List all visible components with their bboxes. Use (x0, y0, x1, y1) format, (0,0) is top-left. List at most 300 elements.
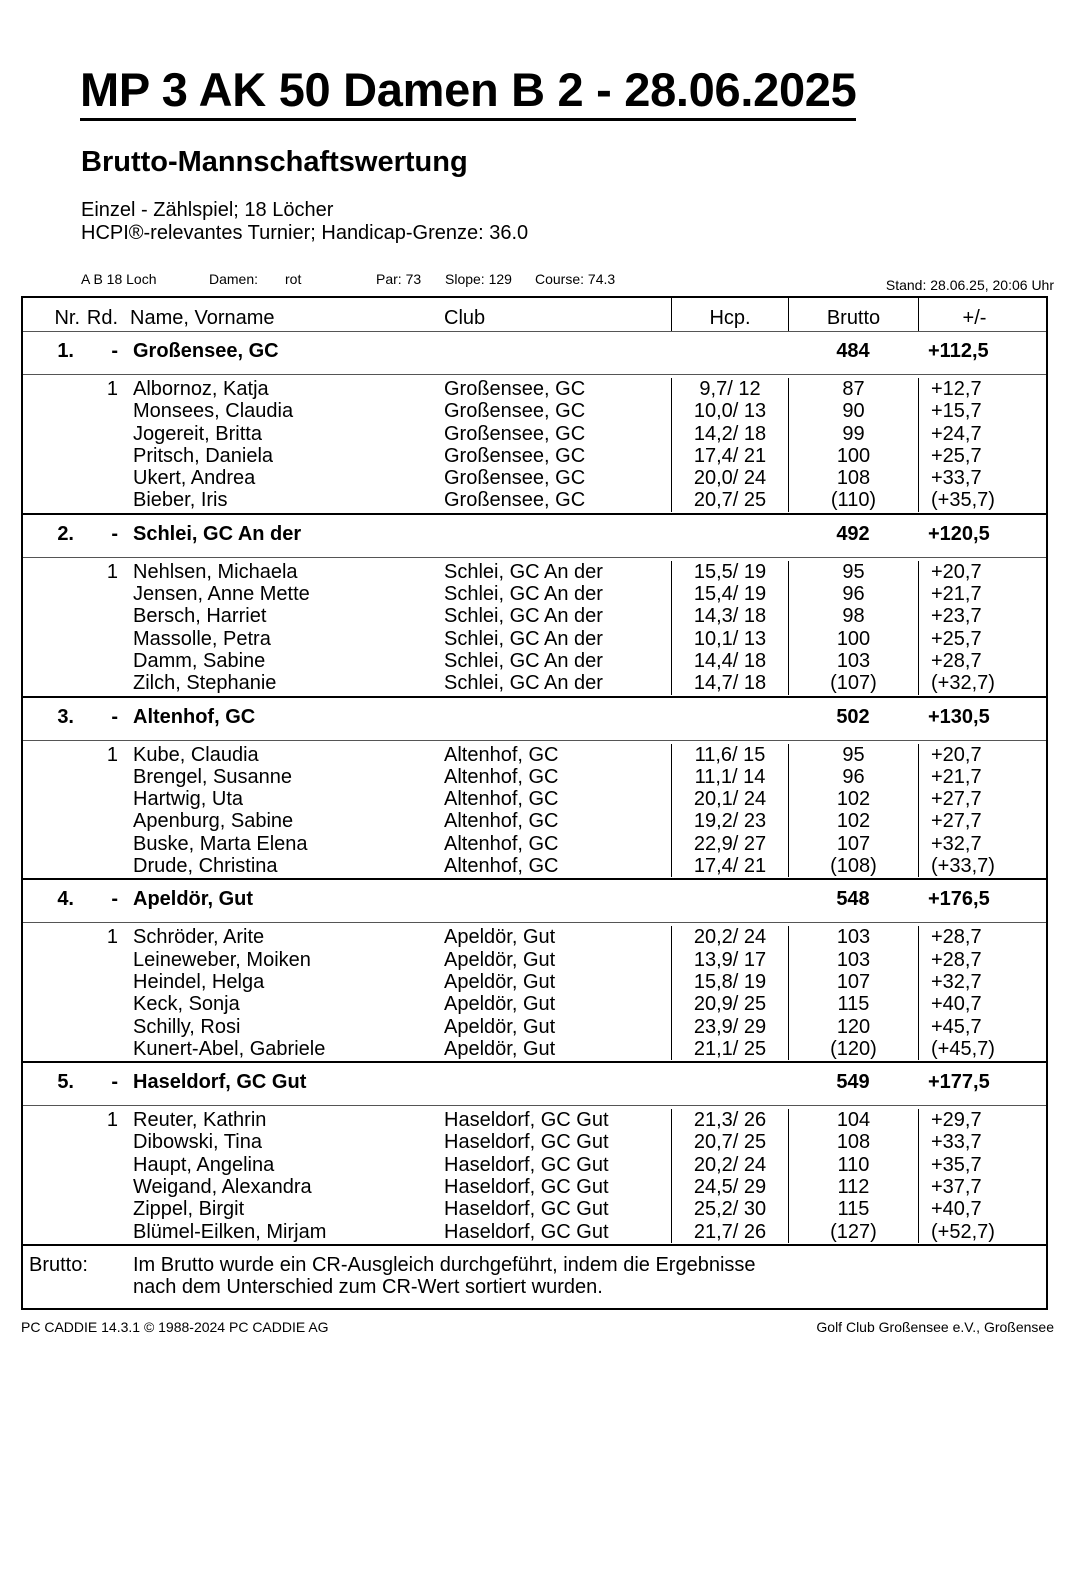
player-diff: +32,7 (918, 971, 1046, 993)
player-rd: 1 (106, 926, 118, 949)
player-diff: +40,7 (918, 1198, 1046, 1220)
player-diff: +28,7 (918, 650, 1046, 672)
team-club-empty (440, 515, 671, 557)
player-brutto: 95 (788, 561, 918, 583)
player-row (23, 467, 1046, 489)
player-name: Apenburg, Sabine (133, 810, 294, 833)
player-brutto: 107 (788, 833, 918, 855)
player-brutto: 112 (788, 1176, 918, 1198)
player-row (23, 833, 1046, 855)
player-rd (80, 445, 128, 467)
player-brutto: 108 (788, 467, 918, 489)
player-nr-empty (23, 1221, 80, 1243)
player-club: Altenhof, GC (444, 855, 559, 878)
player-club: Apeldör, Gut (444, 970, 556, 993)
note-line: nach dem Unterschied zum CR-Wert sortiert wurden. (133, 1275, 603, 1298)
player-club: Haseldorf, GC Gut (444, 1153, 609, 1176)
player-brutto: 102 (788, 788, 918, 810)
player-group (23, 923, 1046, 1063)
team-brutto: 492 (836, 522, 870, 545)
player-club: Haseldorf, GC Gut (444, 1176, 609, 1199)
player-nr-empty (23, 583, 80, 605)
player-brutto: 95 (788, 744, 918, 766)
player-hcp: 17,4/ 21 (671, 445, 788, 467)
tournament-description (81, 199, 528, 245)
team-diff: +177,5 (928, 1071, 990, 1094)
team-club-empty (440, 880, 671, 922)
team-diff: +130,5 (928, 705, 990, 728)
tee-label: Damen: (209, 271, 259, 287)
player-diff: +24,7 (918, 423, 1046, 445)
col-diff: +/- (918, 298, 1046, 331)
player-diff: (+45,7) (918, 1038, 1046, 1060)
player-brutto: 90 (788, 400, 918, 422)
player-club: Altenhof, GC (444, 810, 559, 833)
player-name: Keck, Sonja (133, 993, 240, 1016)
player-diff: +23,7 (918, 605, 1046, 627)
player-diff: (+32,7) (918, 672, 1046, 694)
player-row (23, 926, 1046, 948)
player-hcp: 22,9/ 27 (671, 833, 788, 855)
team-brutto: 548 (836, 888, 870, 911)
player-rd (80, 1016, 128, 1038)
player-rd (80, 1221, 128, 1243)
player-diff: +33,7 (918, 467, 1046, 489)
player-nr-empty (23, 489, 80, 511)
player-diff: (+35,7) (918, 489, 1046, 511)
player-hcp: 10,0/ 13 (671, 400, 788, 422)
player-group (23, 1106, 1046, 1246)
player-diff: +37,7 (918, 1176, 1046, 1198)
player-row (23, 378, 1046, 400)
player-row (23, 744, 1046, 766)
player-club: Haseldorf, GC Gut (444, 1131, 609, 1154)
team-rd: - (111, 340, 118, 362)
player-brutto: 96 (788, 766, 918, 788)
player-nr-empty (23, 810, 80, 832)
player-nr-empty (23, 1154, 80, 1176)
course-rating: Course: 74.3 (535, 271, 616, 287)
col-rd: Rd. (86, 307, 118, 329)
team-rank: 4. (57, 888, 74, 911)
player-row (23, 628, 1046, 650)
player-name: Blümel-Eilken, Mirjam (133, 1220, 327, 1243)
player-nr-empty (23, 926, 80, 948)
player-rd (80, 672, 128, 694)
col-brutto: Brutto (788, 298, 918, 331)
player-group (23, 741, 1046, 881)
player-row (23, 400, 1046, 422)
player-brutto: (127) (788, 1221, 918, 1243)
player-club: Großensee, GC (444, 489, 586, 512)
player-rd: 1 (106, 378, 118, 400)
team-club-empty (440, 1063, 671, 1105)
player-name: Kube, Claudia (133, 743, 259, 766)
player-rd (80, 1176, 128, 1198)
player-rd (80, 855, 128, 877)
team-rd: - (111, 705, 118, 728)
player-diff: +20,7 (918, 744, 1046, 766)
player-rd: 1 (106, 1109, 118, 1132)
player-hcp: 15,5/ 19 (671, 561, 788, 583)
player-diff: (+33,7) (918, 855, 1046, 877)
player-hcp: 24,5/ 29 (671, 1176, 788, 1198)
stand-timestamp: Stand: 28.06.25, 20:06 Uhr (885, 277, 1054, 293)
player-diff: +15,7 (918, 400, 1046, 422)
player-name: Weigand, Alexandra (133, 1176, 312, 1199)
team-rank: 5. (57, 1071, 74, 1094)
player-nr-empty (23, 400, 80, 422)
note-line: Im Brutto wurde ein CR-Ausgleich durchgeführt, indem die Ergebnisse (133, 1253, 756, 1276)
description-line: Einzel - Zählspiel; 18 Löcher (81, 199, 334, 221)
player-hcp: 15,4/ 19 (671, 583, 788, 605)
player-hcp: 23,9/ 29 (671, 1016, 788, 1038)
player-nr-empty (23, 561, 80, 583)
player-row (23, 1198, 1046, 1220)
player-club: Apeldör, Gut (444, 948, 556, 971)
player-club: Schlei, GC An der (444, 583, 603, 606)
player-nr-empty (23, 744, 80, 766)
player-row (23, 766, 1046, 788)
player-rd (80, 833, 128, 855)
player-nr-empty (23, 766, 80, 788)
team-rd: - (111, 888, 118, 911)
col-club: Club (444, 307, 486, 329)
player-name: Haupt, Angelina (133, 1153, 275, 1176)
player-row (23, 423, 1046, 445)
player-club: Großensee, GC (444, 422, 586, 445)
player-name: Brengel, Susanne (133, 765, 293, 788)
player-name: Bieber, Iris (133, 489, 228, 512)
player-club: Altenhof, GC (444, 832, 559, 855)
player-name: Ukert, Andrea (133, 467, 256, 490)
player-diff: +25,7 (918, 445, 1046, 467)
player-brutto: 104 (788, 1109, 918, 1131)
player-diff: +29,7 (918, 1109, 1046, 1131)
table-header (23, 298, 1046, 332)
player-nr-empty (23, 971, 80, 993)
player-name: Schilly, Rosi (133, 1015, 241, 1038)
player-brutto: (110) (788, 489, 918, 511)
player-brutto: 103 (788, 949, 918, 971)
player-row (23, 1016, 1046, 1038)
team-rank: 2. (57, 522, 74, 545)
player-row (23, 561, 1046, 583)
player-club: Schlei, GC An der (444, 605, 603, 628)
team-name: Altenhof, GC (133, 705, 256, 728)
player-diff: +40,7 (918, 993, 1046, 1015)
player-club: Haseldorf, GC Gut (444, 1220, 609, 1243)
page-subtitle: Brutto-Mannschaftswertung (81, 146, 468, 178)
player-rd (80, 766, 128, 788)
player-name: Kunert-Abel, Gabriele (133, 1037, 326, 1060)
footer-software: PC CADDIE 14.3.1 © 1988-2024 PC CADDIE AG (21, 1319, 329, 1335)
player-hcp: 11,6/ 15 (671, 744, 788, 766)
player-club: Apeldör, Gut (444, 1015, 556, 1038)
team-name: Schlei, GC An der (133, 522, 302, 545)
note-label: Brutto: (29, 1253, 88, 1276)
team-rd: - (111, 522, 118, 545)
player-row (23, 650, 1046, 672)
team-row (23, 880, 1046, 923)
slope-value: Slope: 129 (445, 271, 512, 287)
course-name: A B 18 Loch (81, 271, 157, 287)
col-nr: Nr. (54, 307, 80, 329)
player-row (23, 949, 1046, 971)
player-hcp: 14,4/ 18 (671, 650, 788, 672)
tee-color: rot (285, 271, 302, 287)
player-nr-empty (23, 423, 80, 445)
player-row (23, 971, 1046, 993)
player-brutto: 103 (788, 926, 918, 948)
player-nr-empty (23, 650, 80, 672)
player-club: Altenhof, GC (444, 765, 559, 788)
team-diff: +120,5 (928, 522, 990, 545)
player-nr-empty (23, 1038, 80, 1060)
player-diff: +32,7 (918, 833, 1046, 855)
team-diff: +112,5 (928, 340, 989, 362)
player-name: Buske, Marta Elena (133, 832, 308, 855)
player-brutto: 115 (788, 1198, 918, 1220)
player-brutto: 103 (788, 650, 918, 672)
team-row (23, 1063, 1046, 1106)
player-name: Hartwig, Uta (133, 788, 244, 811)
player-club: Schlei, GC An der (444, 627, 603, 650)
player-hcp: 14,7/ 18 (671, 672, 788, 694)
player-nr-empty (23, 1109, 80, 1131)
player-row (23, 855, 1046, 877)
team-rank: 3. (57, 705, 74, 728)
player-hcp: 20,2/ 24 (671, 926, 788, 948)
player-name: Schröder, Arite (133, 926, 265, 949)
player-row (23, 788, 1046, 810)
player-row (23, 810, 1046, 832)
player-club: Großensee, GC (444, 444, 586, 467)
player-rd (80, 1038, 128, 1060)
player-row (23, 605, 1046, 627)
player-hcp: 13,9/ 17 (671, 949, 788, 971)
player-row (23, 993, 1046, 1015)
brutto-note (23, 1246, 1046, 1308)
team-brutto: 549 (836, 1071, 870, 1094)
player-club: Schlei, GC An der (444, 649, 603, 672)
player-rd (80, 605, 128, 627)
team-name: Haseldorf, GC Gut (133, 1071, 307, 1094)
player-row (23, 1131, 1046, 1153)
player-brutto: 96 (788, 583, 918, 605)
player-rd (80, 650, 128, 672)
player-nr-empty (23, 378, 80, 400)
player-hcp: 15,8/ 19 (671, 971, 788, 993)
player-rd (80, 583, 128, 605)
player-nr-empty (23, 1176, 80, 1198)
player-brutto: 115 (788, 993, 918, 1015)
player-brutto: 98 (788, 605, 918, 627)
player-brutto: 100 (788, 445, 918, 467)
player-name: Pritsch, Daniela (133, 444, 274, 467)
player-name: Reuter, Kathrin (133, 1109, 267, 1132)
player-name: Massolle, Petra (133, 627, 271, 650)
player-nr-empty (23, 467, 80, 489)
player-diff: +20,7 (918, 561, 1046, 583)
team-brutto: 484 (836, 340, 870, 362)
player-brutto: 120 (788, 1016, 918, 1038)
player-nr-empty (23, 605, 80, 627)
teams-list (23, 332, 1046, 1246)
player-club: Großensee, GC (444, 400, 586, 423)
player-hcp: 20,1/ 24 (671, 788, 788, 810)
player-rd (80, 1198, 128, 1220)
player-name: Monsees, Claudia (133, 400, 294, 423)
player-nr-empty (23, 672, 80, 694)
col-hcp: Hcp. (671, 298, 788, 331)
player-diff: +35,7 (918, 1154, 1046, 1176)
player-diff: +25,7 (918, 628, 1046, 650)
team-row (23, 515, 1046, 558)
player-name: Heindel, Helga (133, 970, 265, 993)
player-nr-empty (23, 628, 80, 650)
player-name: Nehlsen, Michaela (133, 560, 298, 583)
player-diff: +28,7 (918, 926, 1046, 948)
team-hcp-empty (671, 1063, 788, 1105)
player-club: Apeldör, Gut (444, 1037, 556, 1060)
player-club: Altenhof, GC (444, 788, 559, 811)
player-group (23, 558, 1046, 698)
player-club: Großensee, GC (444, 378, 586, 400)
player-row (23, 583, 1046, 605)
player-hcp: 10,1/ 13 (671, 628, 788, 650)
player-diff: +21,7 (918, 583, 1046, 605)
results-table (21, 296, 1048, 1310)
player-hcp: 14,2/ 18 (671, 423, 788, 445)
player-nr-empty (23, 445, 80, 467)
player-name: Zilch, Stephanie (133, 672, 277, 695)
player-brutto: (120) (788, 1038, 918, 1060)
team-brutto: 502 (836, 705, 870, 728)
player-brutto: 87 (788, 378, 918, 400)
team-hcp-empty (671, 880, 788, 922)
player-rd (80, 423, 128, 445)
player-diff: (+52,7) (918, 1221, 1046, 1243)
player-brutto: 107 (788, 971, 918, 993)
player-hcp: 20,7/ 25 (671, 1131, 788, 1153)
team-row (23, 698, 1046, 741)
note-text (133, 1254, 1046, 1298)
player-hcp: 25,2/ 30 (671, 1198, 788, 1220)
player-hcp: 21,7/ 26 (671, 1221, 788, 1243)
player-row (23, 1038, 1046, 1060)
player-row (23, 1154, 1046, 1176)
player-name: Zippel, Birgit (133, 1198, 245, 1221)
player-diff: +21,7 (918, 766, 1046, 788)
player-row (23, 672, 1046, 694)
player-diff: +33,7 (918, 1131, 1046, 1153)
footer-club: Golf Club Großensee e.V., Großensee (816, 1319, 1054, 1335)
team-hcp-empty (671, 332, 788, 374)
player-name: Jensen, Anne Mette (133, 583, 310, 606)
player-row (23, 489, 1046, 511)
team-rank: 1. (57, 340, 74, 362)
team-club-empty (440, 698, 671, 740)
player-name: Drude, Christina (133, 855, 278, 878)
player-hcp: 9,7/ 12 (671, 378, 788, 400)
player-brutto: 102 (788, 810, 918, 832)
player-hcp: 20,2/ 24 (671, 1154, 788, 1176)
player-nr-empty (23, 1131, 80, 1153)
player-hcp: 21,3/ 26 (671, 1109, 788, 1131)
player-name: Bersch, Harriet (133, 605, 267, 628)
player-nr-empty (23, 855, 80, 877)
player-brutto: (107) (788, 672, 918, 694)
player-brutto: 100 (788, 628, 918, 650)
player-brutto: 108 (788, 1131, 918, 1153)
player-club: Haseldorf, GC Gut (444, 1109, 609, 1132)
player-hcp: 19,2/ 23 (671, 810, 788, 832)
player-rd (80, 489, 128, 511)
player-club: Apeldör, Gut (444, 926, 556, 949)
team-name: Apeldör, Gut (133, 888, 253, 911)
player-nr-empty (23, 993, 80, 1015)
player-rd (80, 628, 128, 650)
team-hcp-empty (671, 515, 788, 557)
team-name: Großensee, GC (133, 340, 279, 362)
player-name: Jogereit, Britta (133, 422, 262, 445)
player-diff: +27,7 (918, 788, 1046, 810)
player-diff: +45,7 (918, 1016, 1046, 1038)
team-rd: - (111, 1071, 118, 1094)
player-rd (80, 971, 128, 993)
player-club: Altenhof, GC (444, 743, 559, 766)
player-club: Schlei, GC An der (444, 672, 603, 695)
player-hcp: 20,7/ 25 (671, 489, 788, 511)
player-row (23, 445, 1046, 467)
player-row (23, 1176, 1046, 1198)
player-rd: 1 (106, 743, 118, 766)
player-nr-empty (23, 1198, 80, 1220)
col-name: Name, Vorname (130, 307, 275, 329)
player-diff: +27,7 (918, 810, 1046, 832)
player-brutto: 99 (788, 423, 918, 445)
player-rd: 1 (106, 560, 118, 583)
player-nr-empty (23, 949, 80, 971)
player-name: Leineweber, Moiken (133, 948, 311, 971)
player-diff: +28,7 (918, 949, 1046, 971)
team-hcp-empty (671, 698, 788, 740)
player-rd (80, 949, 128, 971)
player-rd (80, 1154, 128, 1176)
player-club: Schlei, GC An der (444, 560, 603, 583)
page-title: MP 3 AK 50 Damen B 2 - 28.06.2025 (80, 62, 856, 121)
player-hcp: 20,9/ 25 (671, 993, 788, 1015)
player-nr-empty (23, 833, 80, 855)
player-hcp: 20,0/ 24 (671, 467, 788, 489)
player-rd (80, 993, 128, 1015)
team-club-empty (440, 332, 671, 374)
player-nr-empty (23, 788, 80, 810)
player-group (23, 375, 1046, 515)
player-diff: +12,7 (918, 378, 1046, 400)
player-brutto: 110 (788, 1154, 918, 1176)
player-rd (80, 810, 128, 832)
player-rd (80, 467, 128, 489)
player-hcp: 17,4/ 21 (671, 855, 788, 877)
team-row (23, 332, 1046, 375)
player-club: Großensee, GC (444, 467, 586, 490)
player-rd (80, 400, 128, 422)
player-nr-empty (23, 1016, 80, 1038)
player-hcp: 14,3/ 18 (671, 605, 788, 627)
player-row (23, 1221, 1046, 1243)
